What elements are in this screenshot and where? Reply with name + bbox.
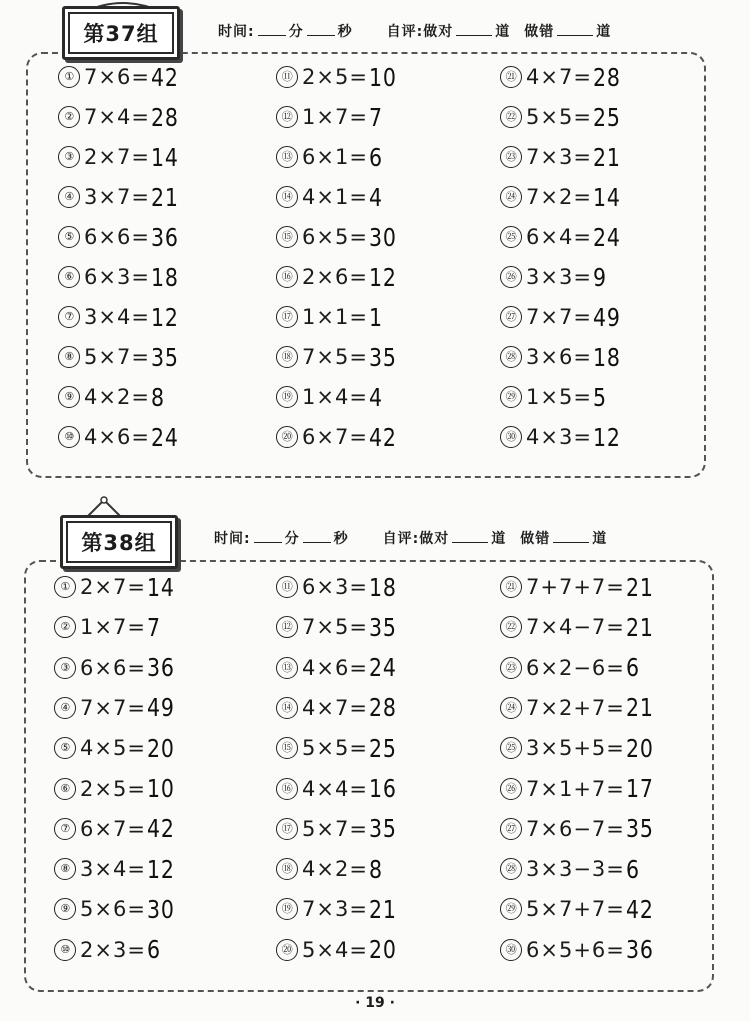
handwritten-answer[interactable]: 49: [592, 302, 621, 332]
problem-number: ⑭: [276, 186, 298, 208]
handwritten-answer[interactable]: 20: [625, 733, 654, 763]
problem-expression: 5×7=: [84, 345, 150, 369]
problem-number: ①: [54, 576, 76, 598]
problem-number: ⑤: [54, 737, 76, 759]
problem-number: ㉔: [500, 697, 522, 719]
problem-number: ㉑: [500, 66, 522, 88]
problem-expression: 1×1=: [302, 305, 368, 329]
correct-count-blank[interactable]: [456, 23, 492, 36]
problem-number: ⑭: [276, 697, 298, 719]
handwritten-answer[interactable]: 7: [146, 612, 161, 642]
handwritten-answer[interactable]: 10: [146, 774, 175, 803]
problem-item: [276, 693, 403, 723]
handwritten-answer[interactable]: 21: [625, 612, 654, 642]
problem-item: [276, 935, 403, 965]
problem-item: [500, 693, 660, 723]
handwritten-answer[interactable]: 30: [368, 222, 397, 252]
handwritten-answer[interactable]: 25: [368, 733, 397, 763]
group-title: 第38组: [60, 515, 178, 569]
problem-number: ⑲: [276, 898, 298, 920]
problem-item: [500, 653, 643, 683]
problem-number: ①: [58, 66, 80, 88]
problem-expression: 6×4=: [526, 225, 592, 249]
handwritten-answer[interactable]: 6: [146, 935, 161, 965]
problem-expression: 4×5=: [80, 736, 146, 761]
problem-number: ⑮: [276, 226, 298, 248]
handwritten-answer[interactable]: 14: [146, 572, 175, 602]
problem-item: [500, 612, 660, 642]
problem-item: [500, 854, 643, 884]
problem-expression: 7×4=: [84, 105, 150, 129]
problem-number: ⑯: [276, 266, 298, 288]
problem-expression: 3×5+5=: [526, 736, 625, 761]
handwritten-answer[interactable]: 30: [146, 894, 175, 924]
problem-expression: 7×5=: [302, 615, 368, 640]
problem-number: ㉙: [500, 898, 522, 920]
problem-number: ⑨: [54, 898, 76, 920]
problem-number: ㉖: [500, 778, 522, 800]
problem-item: [500, 572, 660, 602]
problem-number: ⑮: [276, 737, 298, 759]
page-number: · 19 ·: [355, 995, 395, 1011]
handwritten-answer[interactable]: 21: [150, 182, 179, 212]
handwritten-answer[interactable]: 24: [368, 653, 397, 683]
problem-expression: 5×7+7=: [526, 897, 625, 922]
problem-expression: 2×7=: [80, 575, 146, 599]
problem-number: ⑦: [54, 818, 76, 840]
problem-expression: 5×5=: [526, 105, 592, 129]
handwritten-answer[interactable]: 6: [368, 142, 383, 172]
correct-count-blank[interactable]: [452, 530, 488, 543]
handwritten-answer[interactable]: 35: [368, 342, 397, 372]
problem-expression: 4×1=: [302, 185, 368, 209]
problem-number: ⑪: [276, 576, 298, 598]
problem-expression: 5×4=: [302, 937, 368, 962]
problem-number: ⑫: [276, 106, 298, 128]
problem-expression: 1×4=: [302, 385, 368, 409]
problem-item: [54, 693, 181, 723]
problem-number: ㉖: [500, 266, 522, 288]
problem-expression: 6×6=: [80, 655, 146, 680]
wrong-count-blank[interactable]: [557, 23, 593, 36]
problem-expression: 6×6=: [84, 225, 150, 249]
second-blank[interactable]: [303, 530, 331, 543]
handwritten-answer[interactable]: 36: [150, 222, 179, 252]
problem-expression: 4×6=: [302, 655, 368, 680]
problem-number: ⑳: [276, 939, 298, 961]
time-and-score-header: 时间: 分 秒 自评:做对 道 做错 道: [218, 24, 612, 40]
problem-number: ㉓: [500, 146, 522, 168]
problem-expression: 7×3=: [526, 145, 592, 169]
problem-item: [54, 733, 181, 763]
handwritten-answer[interactable]: 12: [150, 302, 179, 332]
problem-number: ㉘: [500, 346, 522, 368]
problem-number: ⑲: [276, 386, 298, 408]
problem-expression: 3×4=: [80, 857, 146, 882]
problem-item: [500, 894, 660, 924]
problem-item: [54, 653, 181, 683]
handwritten-answer[interactable]: 35: [625, 814, 654, 844]
problem-number: ⑦: [58, 306, 80, 328]
problem-number: ②: [58, 106, 80, 128]
problem-expression: 7×3=: [302, 897, 368, 922]
handwritten-answer[interactable]: 18: [150, 262, 179, 292]
handwritten-answer[interactable]: 16: [368, 774, 397, 803]
handwritten-answer[interactable]: 24: [150, 422, 179, 452]
problem-expression: 6×5=: [302, 225, 368, 249]
problem-expression: 4×2=: [84, 385, 150, 409]
handwritten-answer[interactable]: 35: [368, 612, 397, 642]
handwritten-answer[interactable]: 36: [146, 653, 175, 683]
problem-expression: 2×5=: [80, 776, 146, 801]
problem-number: ㉔: [500, 186, 522, 208]
problem-item: [54, 814, 181, 844]
problem-number: ⑫: [276, 616, 298, 638]
problem-number: ⑧: [58, 346, 80, 368]
problem-number: ⑤: [58, 226, 80, 248]
problem-item: [276, 733, 403, 763]
problem-expression: 7×6−7=: [526, 816, 625, 841]
problem-number: ④: [54, 697, 76, 719]
problem-expression: 5×6=: [80, 897, 146, 922]
problem-expression: 4×4=: [302, 776, 368, 801]
handwritten-answer[interactable]: 42: [625, 894, 654, 924]
problem-expression: 4×3=: [526, 425, 592, 449]
problem-item: [54, 774, 181, 804]
handwritten-answer[interactable]: 25: [592, 102, 621, 132]
problem-expression: 7+7+7=: [526, 575, 625, 599]
problem-expression: 1×7=: [302, 105, 368, 129]
problem-expression: 7×1+7=: [526, 776, 625, 801]
problem-expression: 7×2=: [526, 185, 592, 209]
handwritten-answer[interactable]: 14: [592, 182, 621, 212]
problem-expression: 4×7=: [302, 695, 368, 720]
handwritten-answer[interactable]: 21: [368, 894, 397, 924]
problem-number: ㉓: [500, 657, 522, 679]
handwritten-answer[interactable]: 18: [592, 342, 621, 372]
problem-number: ③: [54, 657, 76, 679]
problem-number: ③: [58, 146, 80, 168]
handwritten-answer[interactable]: 10: [368, 62, 397, 92]
problem-number: ⑰: [276, 818, 298, 840]
handwritten-answer[interactable]: 35: [368, 814, 397, 844]
problem-expression: 6×3=: [302, 575, 368, 599]
handwritten-answer[interactable]: 14: [150, 142, 179, 172]
problem-expression: 1×7=: [80, 615, 146, 640]
handwritten-answer[interactable]: 17: [625, 774, 654, 803]
problem-expression: 5×5=: [302, 736, 368, 761]
handwritten-answer[interactable]: 1: [368, 302, 383, 332]
problem-number: ⑬: [276, 146, 298, 168]
problem-number: ⑨: [58, 386, 80, 408]
handwritten-answer[interactable]: 49: [146, 693, 175, 723]
problem-number: ㉕: [500, 226, 522, 248]
problem-item: [276, 653, 403, 683]
group-title: 第37组: [62, 6, 180, 60]
problem-number: ⑩: [54, 939, 76, 961]
problem-number: ㉕: [500, 737, 522, 759]
problem-item: [276, 814, 403, 844]
problem-item: [500, 814, 660, 844]
problem-expression: 5×7=: [302, 816, 368, 841]
problem-expression: 2×3=: [80, 937, 146, 962]
problem-number: ㉙: [500, 386, 522, 408]
problem-expression: 2×7=: [84, 145, 150, 169]
handwritten-answer[interactable]: 21: [625, 693, 654, 723]
problem-number: ㉚: [500, 426, 522, 448]
problem-expression: 2×5=: [302, 65, 368, 89]
problem-item: [500, 733, 660, 763]
handwritten-answer[interactable]: 12: [592, 422, 621, 452]
wrong-count-blank[interactable]: [553, 530, 589, 543]
handwritten-answer[interactable]: 20: [146, 733, 175, 763]
problem-item: [500, 935, 660, 965]
handwritten-answer[interactable]: 24: [592, 222, 621, 252]
problem-item: [276, 854, 386, 884]
problem-number: ⑬: [276, 657, 298, 679]
problem-expression: 6×1=: [302, 145, 368, 169]
handwritten-answer[interactable]: 12: [368, 262, 397, 292]
problem-expression: 6×3=: [84, 265, 150, 289]
handwritten-answer[interactable]: 4: [368, 382, 383, 412]
problem-expression: 3×3−3=: [526, 857, 625, 882]
problem-number: ㉒: [500, 106, 522, 128]
handwritten-answer[interactable]: 5: [592, 382, 607, 412]
problem-expression: 3×6=: [526, 345, 592, 369]
handwritten-answer[interactable]: 12: [146, 854, 175, 884]
problem-number: ㉑: [500, 576, 522, 598]
problem-number: ㉗: [500, 818, 522, 840]
problem-number: ④: [58, 186, 80, 208]
problem-expression: 3×7=: [84, 185, 150, 209]
problem-number: ㉚: [500, 939, 522, 961]
problem-expression: 7×4−7=: [526, 615, 625, 640]
problem-item: [500, 774, 660, 804]
problem-number: ⑱: [276, 858, 298, 880]
handwritten-answer[interactable]: 21: [625, 572, 654, 602]
handwritten-answer[interactable]: 18: [368, 572, 397, 602]
problem-item: [54, 854, 181, 884]
handwritten-answer[interactable]: 21: [592, 142, 621, 172]
problem-number: ⑱: [276, 346, 298, 368]
problem-expression: 4×2=: [302, 857, 368, 882]
handwritten-answer[interactable]: 28: [368, 693, 397, 723]
problem-expression: 2×6=: [302, 265, 368, 289]
minute-blank[interactable]: [258, 23, 286, 36]
problem-number: ⑧: [54, 858, 76, 880]
problem-expression: 7×5=: [302, 345, 368, 369]
problem-number: ②: [54, 616, 76, 638]
handwritten-answer[interactable]: 9: [592, 262, 607, 292]
problem-number: ㉒: [500, 616, 522, 638]
problem-expression: 7×7=: [526, 305, 592, 329]
problem-number: ⑥: [54, 778, 76, 800]
problem-expression: 3×4=: [84, 305, 150, 329]
problem-number: ⑳: [276, 426, 298, 448]
problem-expression: 4×7=: [526, 65, 592, 89]
problem-expression: 7×7=: [80, 695, 146, 720]
handwritten-answer[interactable]: 20: [368, 935, 397, 965]
handwritten-answer[interactable]: 4: [368, 182, 383, 212]
handwritten-answer[interactable]: 42: [150, 62, 179, 92]
problem-item: [54, 894, 181, 924]
handwritten-answer[interactable]: 35: [150, 342, 179, 372]
problem-item: [54, 612, 164, 642]
handwritten-answer[interactable]: 6: [625, 653, 640, 683]
problem-expression: 6×7=: [80, 816, 146, 841]
problem-number: ⑰: [276, 306, 298, 328]
problem-number: ⑥: [58, 266, 80, 288]
handwritten-answer[interactable]: 28: [150, 102, 179, 132]
problem-expression: 1×5=: [526, 385, 592, 409]
problem-number: ⑪: [276, 66, 298, 88]
problem-number: ㉘: [500, 858, 522, 880]
handwritten-answer[interactable]: 36: [625, 935, 654, 965]
problem-item: [54, 572, 181, 602]
handwritten-answer[interactable]: 7: [368, 102, 383, 132]
problem-expression: 3×3=: [526, 265, 592, 289]
problem-expression: 7×6=: [84, 65, 150, 89]
problem-item: [276, 612, 403, 642]
problem-expression: 6×5+6=: [526, 937, 625, 962]
problem-number: ⑯: [276, 778, 298, 800]
problem-number: ㉗: [500, 306, 522, 328]
problem-expression: 4×6=: [84, 425, 150, 449]
problem-number: ⑩: [58, 426, 80, 448]
second-blank[interactable]: [307, 23, 335, 36]
time-and-score-header: 时间: 分 秒 自评:做对 道 做错 道: [214, 531, 608, 547]
problem-expression: 7×2+7=: [526, 695, 625, 720]
handwritten-answer[interactable]: 28: [592, 62, 621, 92]
minute-blank[interactable]: [254, 530, 282, 543]
problem-item: [54, 935, 164, 965]
handwritten-answer[interactable]: 42: [146, 814, 175, 844]
handwritten-answer[interactable]: 8: [150, 382, 165, 412]
problem-item: [276, 894, 403, 924]
handwritten-answer[interactable]: 8: [368, 854, 383, 884]
problem-item: [276, 572, 403, 602]
problem-expression: 6×2−6=: [526, 655, 625, 680]
handwritten-answer[interactable]: 42: [368, 422, 397, 452]
handwritten-answer[interactable]: 6: [625, 854, 640, 884]
problem-expression: 6×7=: [302, 425, 368, 449]
problem-item: [276, 774, 403, 804]
